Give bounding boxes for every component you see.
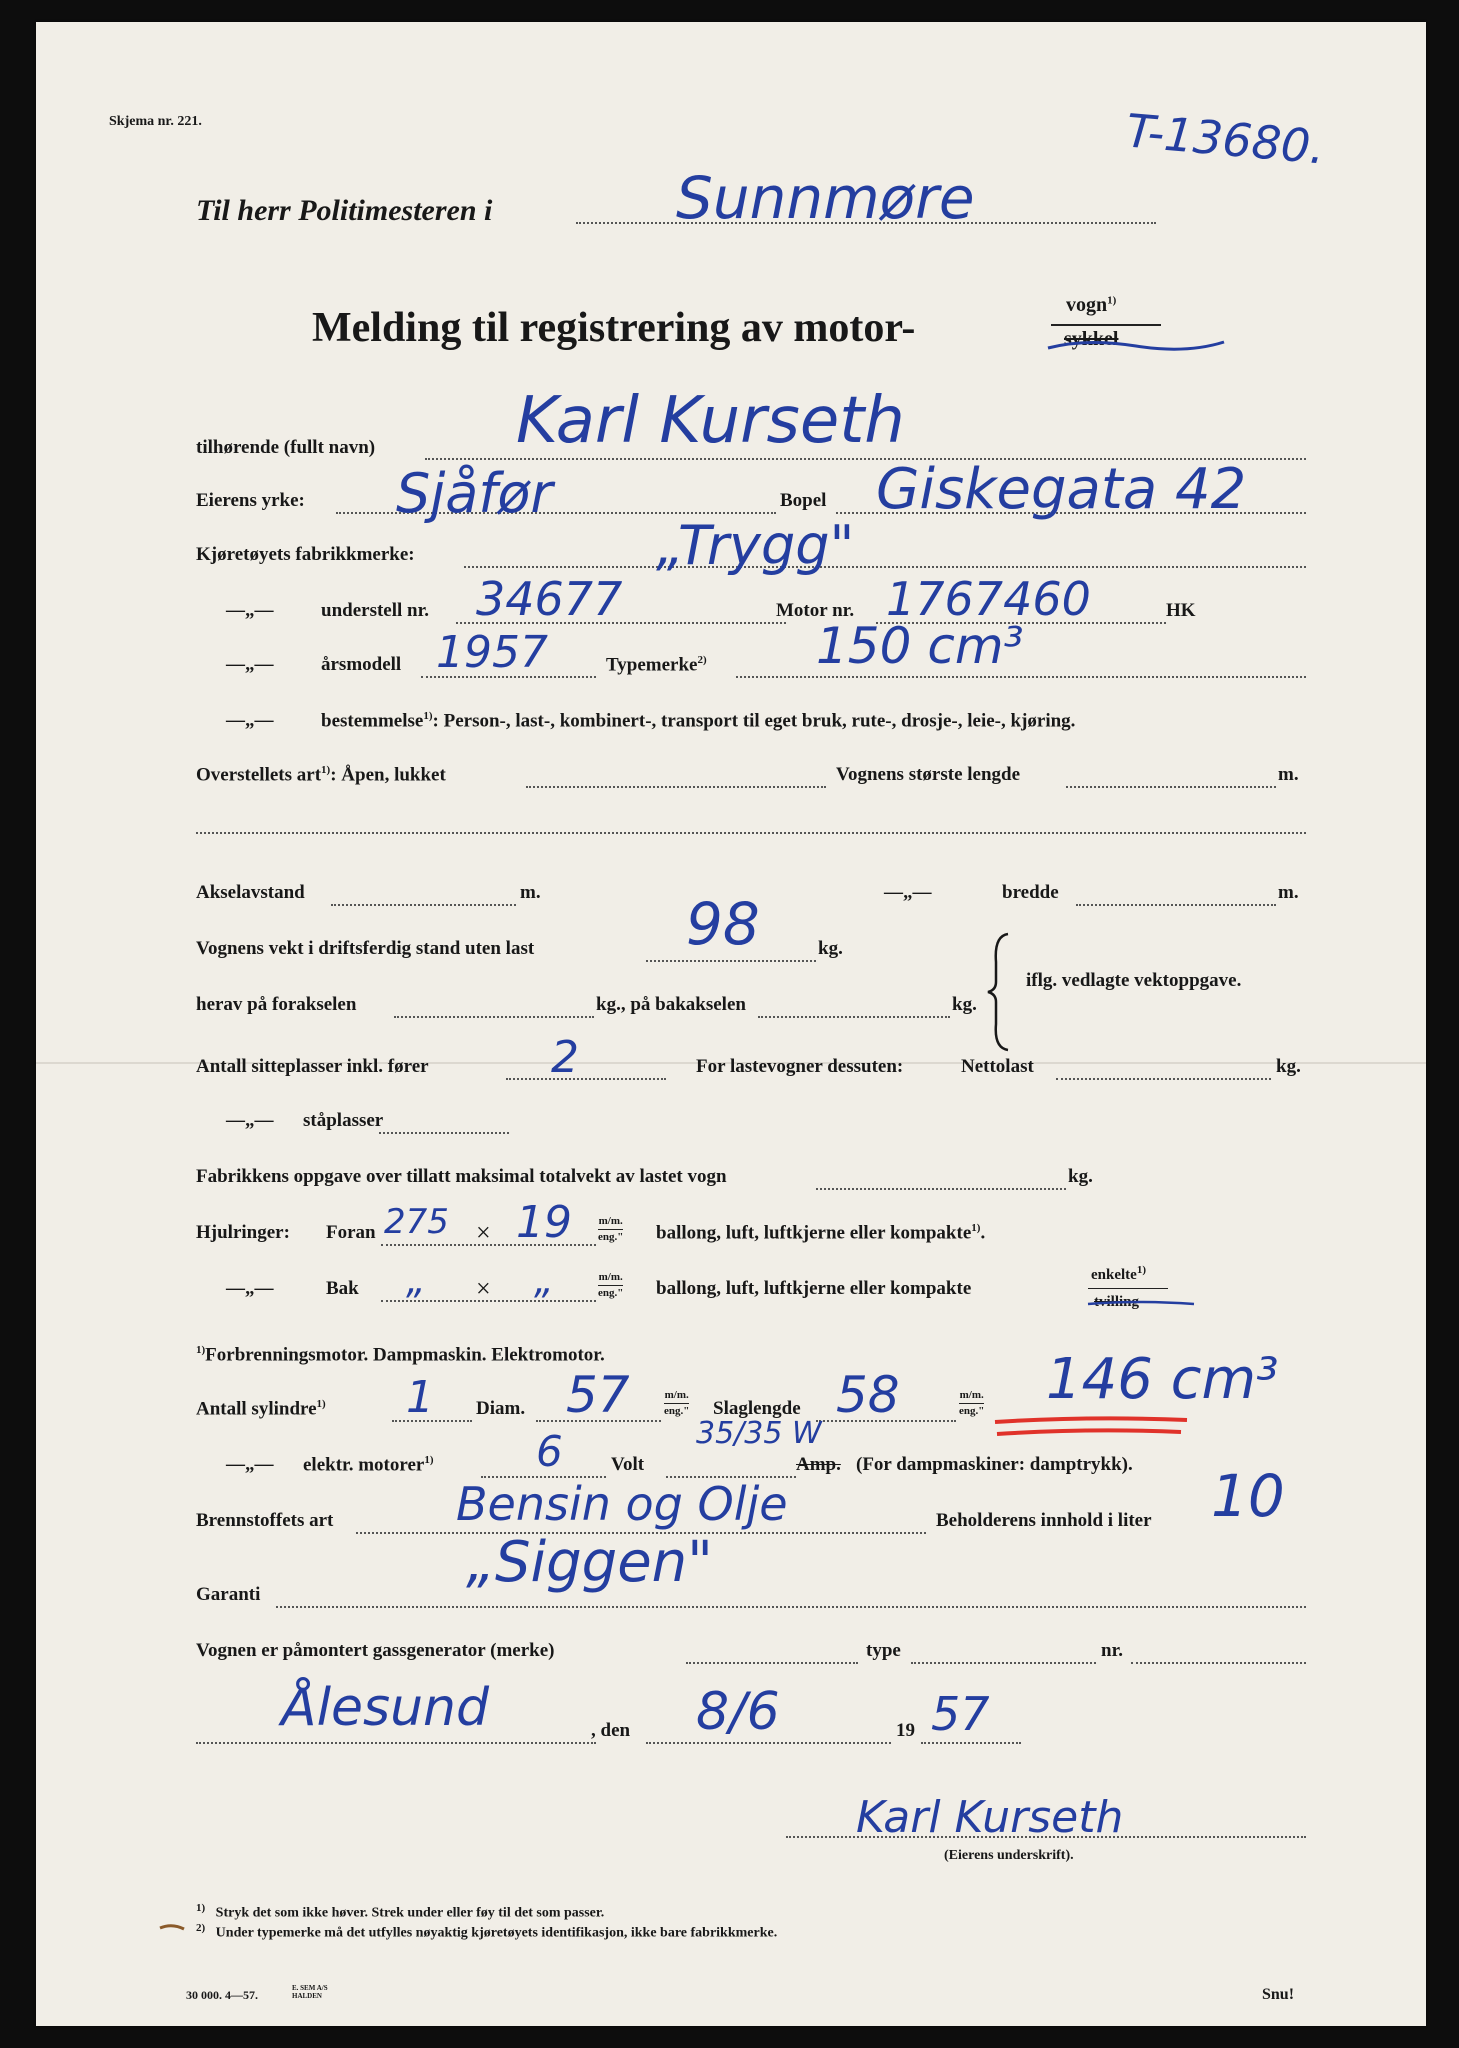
tire-types-rear: ballong, luft, luftkjerne eller kompakte [656,1278,972,1299]
year-prefix: 19 [896,1720,915,1741]
ditto-mark: —„— [226,1110,274,1131]
form-page [36,22,1426,2026]
type-line [736,676,1306,678]
type-label: Typemerke$^{2)}$ [606,654,707,676]
length-line [1066,786,1276,788]
axle-label: Akselavstand [196,882,305,903]
rear-tire-rim: „ [534,1258,554,1302]
rear-tire-line [381,1300,596,1302]
width-label: bredde [1002,882,1059,903]
times-sign: × [476,1218,491,1247]
front-tire-width: 275 [384,1202,449,1242]
address-label: Bopel [780,490,827,511]
elec-motors-label: elektr. motorer$^{1)}$ [303,1454,434,1476]
brace-icon [986,932,1026,1052]
stroke-line [816,1420,956,1422]
stroke-value: 58 [836,1366,900,1424]
date-label: , den [591,1720,631,1741]
twin-tire-option: tvilling [1094,1294,1140,1310]
motor-label: Motor nr. [776,600,855,621]
title-divider [1051,324,1161,326]
front-tire-rim: 19 [516,1197,572,1248]
weight-unit: kg. [818,938,843,959]
cylinders-value: 1 [406,1372,434,1423]
gasgen-label: Vognen er påmontert gassgenerator (merke) [196,1640,555,1661]
front-axle-label: herav på forakselen [196,994,357,1015]
tires-front-label: Foran [326,1222,376,1243]
district-value: Sunnmøre [676,164,975,232]
brown-mark-icon [158,1922,186,1934]
elec-motors-value: 6 [536,1427,563,1476]
motor-value: 1767460 [886,572,1091,626]
rear-axle-unit: kg. [952,994,977,1015]
fuel-value: Bensin og Olje [456,1477,788,1531]
addressee-label: Til herr Politimesteren i [196,194,493,227]
tires-label: Hjulringer: [196,1222,290,1243]
owner-value: Karl Kurseth [516,384,905,458]
axle-line [331,904,516,906]
gasgen-nr-label: nr. [1101,1640,1124,1661]
footnote-1: $^{1)}$ Stryk det som ikke høver. Strek under eller føy til det som passer. [196,1902,605,1921]
standing-line [379,1132,509,1134]
registration-number: T-13680. [1124,103,1328,175]
year-value: 1957 [436,627,548,678]
cargo-label: For lastevogner dessuten: [696,1056,904,1077]
tires-rear-label: Bak [326,1278,359,1299]
cylinders-line [392,1420,472,1422]
signature-label: (Eierens underskrift). [944,1848,1074,1863]
date-value: 8/6 [696,1682,780,1742]
title-option-vogn: vogn$^{1)}$ [1066,294,1117,316]
length-unit: m. [1278,764,1299,785]
maxweight-label: Fabrikkens oppgave over tillatt maksimal totalvekt av lastet vogn [196,1166,727,1187]
ditto-mark: —„— [226,1454,274,1475]
front-tire-line [381,1244,596,1246]
make-value: „Trygg" [656,514,855,577]
chassis-value: 34677 [476,572,623,626]
single-tire-option: enkelte$^{1)}$ [1091,1264,1146,1283]
gasgen-line [686,1662,858,1664]
standing-label: ståplasser [303,1110,384,1131]
body-fill-line [526,786,826,788]
rear-tire-width: „ [406,1258,426,1302]
form-title: Melding til registrering av motor- [312,305,916,351]
unit-fraction: m/m. eng." [598,1271,624,1299]
blank-line [196,832,1306,834]
date-line [646,1742,891,1744]
address-value: Giskegata 42 [876,457,1247,522]
gasgen-nr-line [1131,1662,1306,1664]
stroke-label: Slaglengde [713,1398,801,1419]
guarantee-value: „Siggen" [466,1530,713,1595]
make-label: Kjøretøyets fabrikkmerke: [196,544,415,565]
volt-value: 35/35 W [696,1416,822,1451]
width-line [1076,904,1276,906]
body-line: Overstellets art$^{1)}$: Åpen, lukket [196,764,446,786]
make-line [464,566,1306,568]
diam-line [536,1420,661,1422]
seats-line [506,1078,666,1080]
diam-label: Diam. [476,1398,526,1419]
rear-axle-label: kg., på bakakselen [596,994,746,1015]
ditto-mark: —„— [226,654,274,675]
date-year-line [921,1742,1021,1744]
ditto-mark: —„— [884,882,932,903]
strike-scribble-icon [1046,334,1226,358]
ditto-mark: —„— [226,1278,274,1299]
steam-label: (For dampmaskiner: damptrykk). [856,1454,1133,1475]
guarantee-line [276,1606,1306,1608]
tire-types-front: ballong, luft, luftkjerne eller kompakte$^{1)}$. [656,1222,986,1244]
chassis-label: understell nr. [321,600,430,621]
unit-fraction: m/m. eng." [959,1389,985,1417]
ditto-mark: —„— [226,710,274,731]
fuel-label: Brennstoffets art [196,1510,334,1531]
year-label: årsmodell [321,654,402,675]
gasgen-type-label: type [866,1640,901,1661]
gasgen-type-line [911,1662,1096,1664]
weight-brace-text: iflg. vedlagte vektoppgave. [1026,970,1242,991]
volt-label: Volt [611,1454,645,1475]
diam-value: 57 [566,1366,630,1424]
tank-label: Beholderens innhold i liter [936,1510,1152,1531]
type-value: 150 cm³ [816,617,1024,675]
owner-signature: Karl Kurseth [856,1792,1124,1843]
option-divider [1088,1288,1168,1289]
red-underline-mark [991,1412,1191,1442]
displacement-value: 146 cm³ [1046,1347,1279,1412]
tank-value: 10 [1211,1462,1285,1530]
hk-label: HK [1166,600,1196,621]
purpose-line: bestemmelse$^{1)}$: Person-, last-, kombinert-, transport til eget bruk, rute-, drosje-, leie-, kjøring. [321,710,1076,732]
occupation-value: Sjåfør [396,462,553,525]
times-sign: × [476,1274,491,1303]
seats-label: Antall sitteplasser inkl. fører [196,1056,429,1077]
place-value: Ålesund [281,1678,490,1738]
seats-value: 2 [551,1032,579,1083]
width-unit: m. [1278,882,1299,903]
cylinders-label: Antall sylindre$^{1)}$ [196,1398,326,1420]
printer-name: E. SEM A/S HALDEN [292,1984,328,2000]
ditto-mark: —„— [226,600,274,621]
signature-line [786,1836,1306,1838]
net-unit: kg. [1276,1056,1301,1077]
footnote-2: $^{2)}$ Under typemerke må det utfylles nøyaktig kjøretøyets identifikasjon, ikke bare fabrikkmerke. [196,1922,778,1941]
net-label: Nettolast [961,1056,1034,1077]
weight-line [646,960,816,962]
owner-label: tilhørende (fullt navn) [196,437,376,458]
weight-label: Vognens vekt i driftsferdig stand uten last [196,938,535,959]
strike-scribble-icon [1086,1298,1196,1310]
weight-value: 98 [686,890,760,958]
maxweight-line [816,1188,1066,1190]
amp-label: Amp. [796,1454,841,1475]
place-line [196,1742,596,1744]
form-number: Skjema nr. 221. [109,114,202,129]
maxweight-unit: kg. [1068,1166,1093,1187]
front-axle-line [394,1016,594,1018]
net-line [1056,1078,1271,1080]
rear-axle-line [758,1016,950,1018]
turn-over-note: Snu! [1262,1986,1295,2003]
unit-fraction: m/m. eng." [598,1215,624,1243]
axle-unit: m. [520,882,541,903]
length-label: Vognens største lengde [836,764,1021,785]
print-info: 30 000. 4—57. [186,1988,258,2002]
unit-fraction: m/m. eng." [664,1389,690,1417]
occupation-label: Eierens yrke: [196,490,305,511]
guarantee-label: Garanti [196,1584,261,1605]
date-year-value: 57 [931,1687,990,1741]
engine-types: $^{1)}$Forbrenningsmotor. Dampmaskin. Elektromotor. [196,1344,605,1366]
title-option-sykkel: sykkel [1064,328,1119,350]
